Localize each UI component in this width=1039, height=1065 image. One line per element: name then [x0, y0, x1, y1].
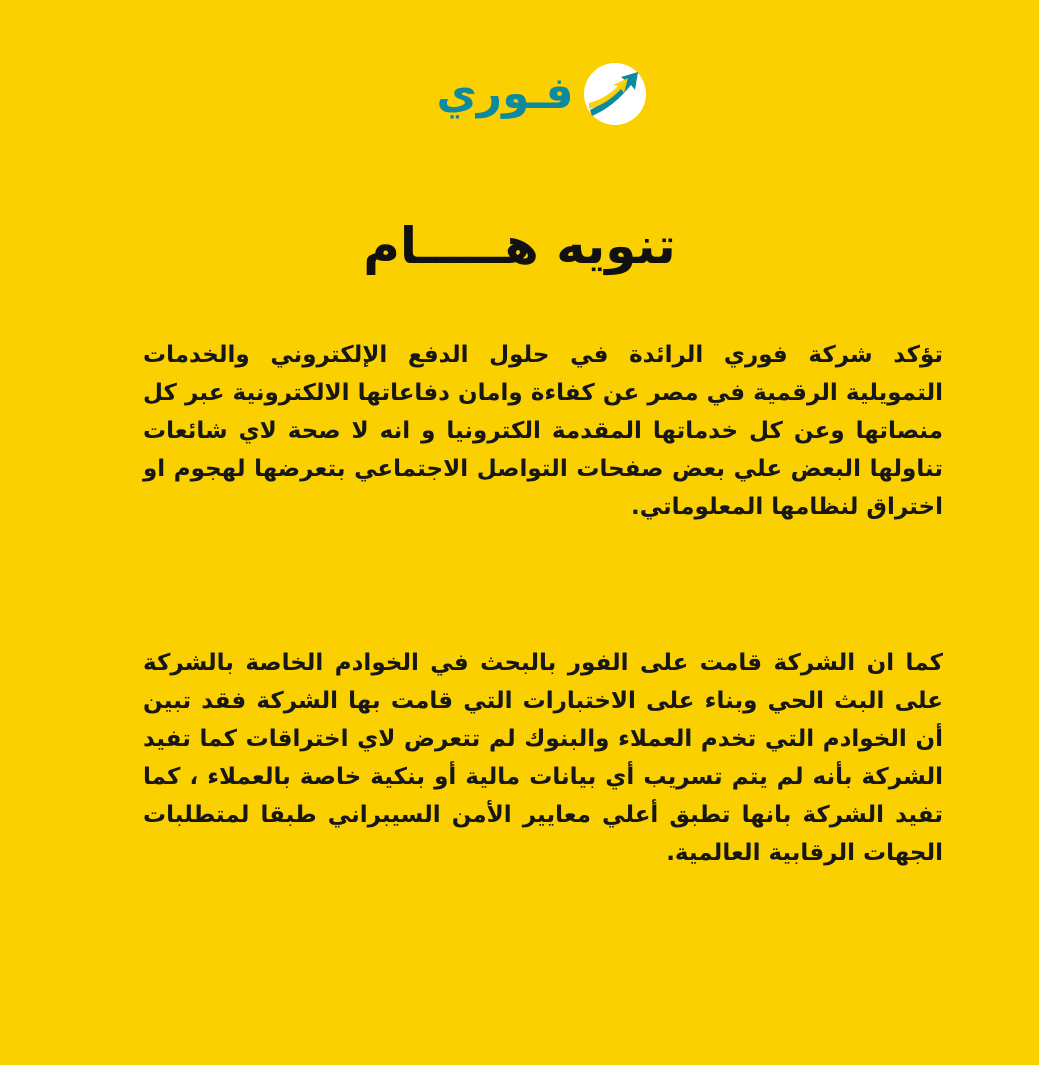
notice-paragraph-2: كما ان الشركة قامت على الفور بالبحث في الخوادم الخاصة بالشركة على البث الحي وبناء على الاختبارات التي قامت بها الشركة فقد تبين أن الخوادم التي تخدم العملاء والبنوك لم تتعرض لاي اختراقات كما تفيد الشركة بأنه لم يتم تسريب أي بيانات مالية أو بنكية خاصة بالعملاء ، كما تفيد الشركة بانها تطبق أعلي معايير الأمن السيبراني طبقا لمتطلبات الجهات الرقابية العالمية. [143, 650, 943, 866]
logo-wordmark: فـوري [436, 68, 574, 119]
notice-title: تنويه هـــــام [363, 217, 676, 275]
fawry-logo [424, 56, 660, 132]
growth-arrow-icon [582, 61, 648, 127]
notice-paragraph-1: تؤكد شركة فوري الرائدة في حلول الدفع الإلكتروني والخدمات التمويلية الرقمية في مصر عن كفاءة وامان دفاعاتها الالكترونية عبر كل منصاتها وعن كل خدماتها المقدمة الكترونيا و انه لا صحة لاي شائعات تناولها البعض علي بعض صفحات التواصل الاجتماعي بتعرضها لهجوم او اختراق لنظامها المعلوماتي. [143, 342, 943, 520]
